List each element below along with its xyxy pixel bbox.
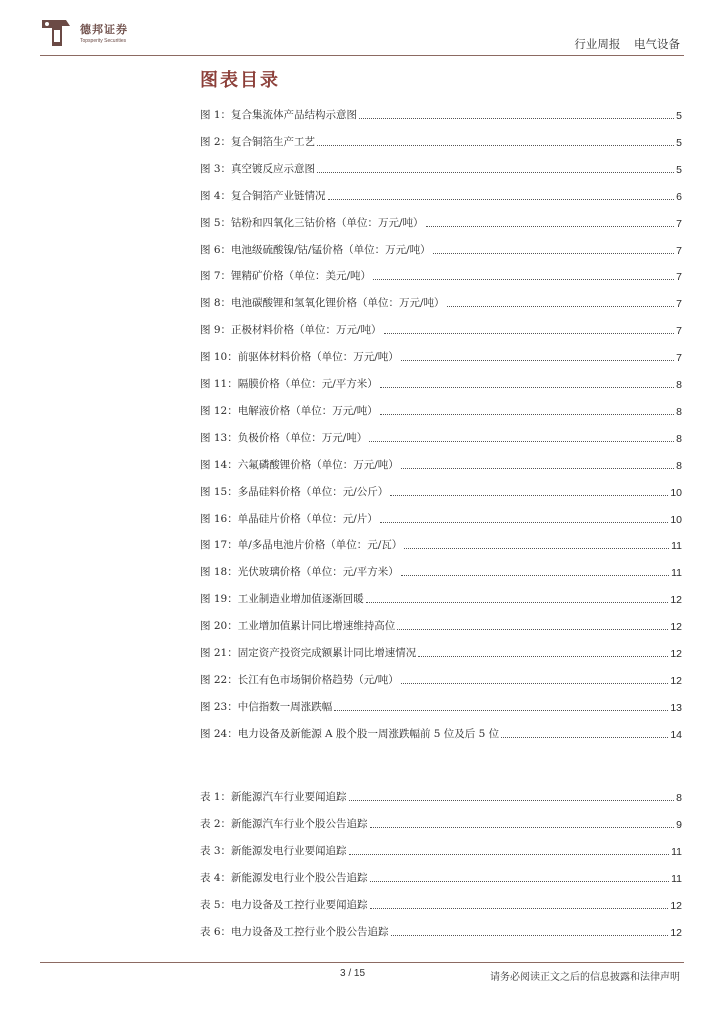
toc-entry-page: 11 xyxy=(671,567,682,580)
toc-entry[interactable] xyxy=(200,267,682,283)
toc-entry-label: 图 24：电力设备及新能源 A 股个股一周涨跌幅前 5 位及后 5 位 xyxy=(200,727,500,740)
toc-entry-label: 图 10：前驱体材料价格（单位：万元/吨） xyxy=(200,351,399,364)
toc-dot-leader xyxy=(418,655,668,657)
toc-dot-leader xyxy=(370,826,675,828)
toc-entry-label: 图 15：多晶硅料价格（单位：元/公斤） xyxy=(200,485,389,498)
toc-entry[interactable] xyxy=(200,214,682,230)
page-title: 图表目录 xyxy=(200,70,280,91)
toc-entry-page: 12 xyxy=(670,899,682,912)
toc-entry-page: 8 xyxy=(676,405,682,418)
toc-entry[interactable] xyxy=(200,510,682,526)
toc-entry[interactable] xyxy=(200,294,682,310)
toc-entry-page: 10 xyxy=(670,486,682,499)
toc-entry[interactable] xyxy=(200,402,682,418)
toc-dot-leader xyxy=(404,547,669,549)
report-sector: 电气设备 xyxy=(634,37,680,51)
toc-entry-label: 图 1：复合集流体产品结构示意图 xyxy=(200,109,358,121)
toc-entry-label: 图 5：钴粉和四氧化三钴价格（单位：万元/吨） xyxy=(200,216,424,229)
toc-dot-leader xyxy=(334,709,668,711)
page-number: 3 / 15 xyxy=(340,968,366,979)
toc-entry-label: 图 6：电池级硫酸镍/钴/锰价格（单位：万元/吨） xyxy=(200,243,431,256)
footer-disclaimer: 请务必阅读正文之后的信息披露和法律声明 xyxy=(490,972,680,983)
toc-dot-leader xyxy=(349,799,675,801)
toc-entry-label: 表 5：电力设备及工控行业要闻追踪 xyxy=(200,898,368,911)
toc-dot-leader xyxy=(380,521,669,523)
toc-entry-label: 图 19：工业制造业增加值逐渐回暖 xyxy=(200,593,364,606)
toc-entry[interactable] xyxy=(200,133,682,149)
toc-entry[interactable] xyxy=(200,590,682,606)
toc-entry-page: 12 xyxy=(670,926,682,939)
toc-entry-page: 5 xyxy=(676,136,682,149)
toc-dot-leader xyxy=(359,117,674,119)
toc-dot-leader xyxy=(370,880,670,882)
toc-dot-leader xyxy=(401,682,669,684)
toc-entry-page: 8 xyxy=(676,459,682,472)
toc-entry-page: 9 xyxy=(676,818,682,831)
toc-entry-label: 图 4：复合铜箔产业链情况 xyxy=(200,189,326,202)
toc-dot-leader xyxy=(401,359,674,361)
toc-entry[interactable] xyxy=(200,671,682,687)
toc-dot-leader xyxy=(370,907,669,909)
toc-entry-label: 图 22：长江有色市场铜价格趋势（元/吨） xyxy=(200,673,399,686)
toc-entry[interactable] xyxy=(200,375,682,391)
toc-entry-page: 13 xyxy=(670,701,682,714)
report-header xyxy=(574,36,680,52)
toc-entry[interactable] xyxy=(200,348,682,364)
toc-entry[interactable] xyxy=(200,788,682,804)
toc-entry-page: 8 xyxy=(676,432,682,445)
toc-entry[interactable] xyxy=(200,725,682,741)
toc-entry-page: 12 xyxy=(670,674,682,687)
toc-entry[interactable] xyxy=(200,617,682,633)
toc-entry-page: 12 xyxy=(670,621,682,634)
brand-name-en: Topsperity Securities xyxy=(80,38,127,44)
toc-dot-leader xyxy=(366,601,669,603)
toc-dot-leader xyxy=(426,225,675,227)
toc-entry-page: 8 xyxy=(676,792,682,804)
toc-entry-page: 7 xyxy=(676,271,682,284)
brand-name-cn: 德邦证券 xyxy=(80,23,128,36)
toc-entry-label: 图 12：电解液价格（单位：万元/吨） xyxy=(200,404,378,417)
toc-entry-page: 6 xyxy=(676,190,682,203)
toc-entry[interactable] xyxy=(200,321,682,337)
toc-entry-label: 图 20：工业增加值累计同比增速维持高位 xyxy=(200,620,396,633)
toc-entry-page: 14 xyxy=(670,728,682,741)
toc-dot-leader xyxy=(349,853,670,855)
toc-entry[interactable] xyxy=(200,563,682,579)
toc-entry-label: 表 3：新能源发电行业要闻追踪 xyxy=(200,844,347,857)
toc-entry-label: 图 7：锂精矿价格（单位：美元/吨） xyxy=(200,270,372,283)
toc-entry-page: 7 xyxy=(676,325,682,338)
toc-dot-leader xyxy=(380,386,674,388)
toc-dot-leader xyxy=(501,736,668,738)
toc-entry-label: 图 11：隔膜价格（单位：元/平方米） xyxy=(200,378,378,390)
toc-entry-label: 图 21：固定资产投资完成额累计同比增速情况 xyxy=(200,647,417,659)
toc-entry-label: 图 2：复合铜箔生产工艺 xyxy=(200,135,316,148)
toc-entry[interactable] xyxy=(200,187,682,203)
toc-entry-page: 12 xyxy=(670,648,682,660)
toc-entry-page: 11 xyxy=(671,872,682,885)
toc-dot-leader xyxy=(373,278,674,280)
toc-entry-page: 8 xyxy=(676,379,682,391)
toc-entry[interactable] xyxy=(200,456,682,472)
toc-entry-page: 7 xyxy=(676,298,682,311)
company-logo xyxy=(38,14,138,50)
toc-entry-label: 表 1：新能源汽车行业要闻追踪 xyxy=(200,791,347,803)
toc-entry-page: 11 xyxy=(671,540,682,553)
toc-entry-label: 图 14：六氟磷酸锂价格（单位：万元/吨） xyxy=(200,458,399,471)
toc-entry-page: 7 xyxy=(676,244,682,257)
toc-entry[interactable] xyxy=(200,698,682,714)
logo-emblem-icon xyxy=(38,14,74,50)
toc-entry-page: 10 xyxy=(670,513,682,526)
toc-entry-page: 12 xyxy=(670,594,682,607)
toc-dot-leader xyxy=(328,198,675,200)
header-divider xyxy=(40,55,684,56)
toc-entry-label: 图 23：中信指数一周涨跌幅 xyxy=(200,700,333,713)
toc-entry-page: 5 xyxy=(676,110,682,122)
toc-dot-leader xyxy=(380,413,674,415)
toc-dot-leader xyxy=(397,628,668,630)
toc-entry-label: 图 16：单晶硅片价格（单位：元/片） xyxy=(200,512,378,525)
toc-entry-label: 表 6：电力设备及工控行业个股公告追踪 xyxy=(200,925,389,938)
footer-divider xyxy=(40,962,684,963)
toc-dot-leader xyxy=(384,332,675,334)
toc-dot-leader xyxy=(401,574,669,576)
toc-dot-leader xyxy=(433,252,675,254)
toc-entry[interactable] xyxy=(200,536,682,552)
toc-entry[interactable] xyxy=(200,842,682,858)
toc-entry-label: 图 8：电池碳酸锂和氢氧化锂价格（单位：万元/吨） xyxy=(200,297,445,310)
toc-entry-page: 7 xyxy=(676,352,682,365)
toc-dot-leader xyxy=(391,934,669,936)
toc-entry[interactable] xyxy=(200,644,682,660)
toc-entry-label: 图 17：单/多晶电池片价格（单位：元/瓦） xyxy=(200,539,403,552)
toc-entry-label: 图 13：负极价格（单位：万元/吨） xyxy=(200,431,368,444)
report-type: 行业周报 xyxy=(574,37,621,51)
toc-dot-leader xyxy=(369,440,674,442)
toc-entry[interactable] xyxy=(200,106,682,122)
toc-entry-page: 7 xyxy=(676,217,682,230)
toc-dot-leader xyxy=(401,467,674,469)
toc-dot-leader xyxy=(390,494,668,496)
toc-entry[interactable] xyxy=(200,815,682,831)
toc-dot-leader xyxy=(447,305,675,307)
toc-dot-leader xyxy=(317,171,674,173)
toc-entry[interactable] xyxy=(200,896,682,912)
toc-entry-label: 图 3：真空镀反应示意图 xyxy=(200,162,316,175)
toc-dot-leader xyxy=(317,144,674,146)
toc-entry-label: 表 2：新能源汽车行业个股公告追踪 xyxy=(200,817,368,830)
toc-entry[interactable] xyxy=(200,241,682,257)
toc-entry-label: 图 9：正极材料价格（单位：万元/吨） xyxy=(200,324,382,337)
toc-entry[interactable] xyxy=(200,923,682,939)
toc-entry[interactable] xyxy=(200,869,682,885)
toc-entry-page: 5 xyxy=(676,163,682,176)
toc-entry-label: 图 18：光伏玻璃价格（单位：元/平方米） xyxy=(200,566,399,579)
toc-entry-label: 表 4：新能源发电行业个股公告追踪 xyxy=(200,871,368,884)
toc-entry[interactable] xyxy=(200,429,682,445)
toc-entry-page: 11 xyxy=(671,845,682,858)
toc-entry[interactable] xyxy=(200,160,682,176)
toc-entry[interactable] xyxy=(200,483,682,499)
